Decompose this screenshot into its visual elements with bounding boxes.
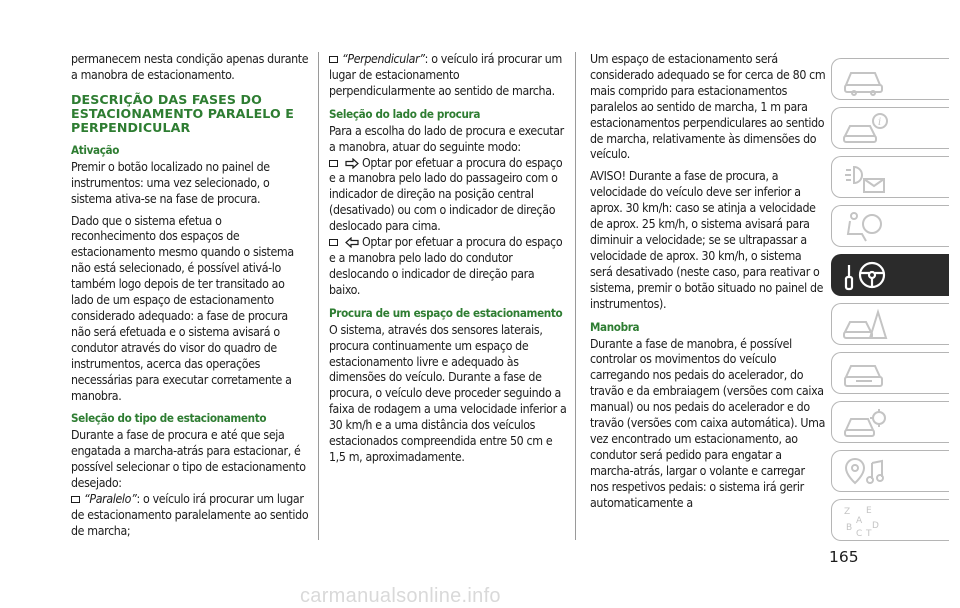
chapter-tab-multimedia[interactable]: [831, 450, 949, 492]
watermark: carmanualsonline.info: [300, 585, 501, 607]
svg-text:T: T: [866, 529, 872, 538]
paragraph: Premir o botão localizado no painel de instrumentos: uma vez selecionado, o sistema ativa-se na fase de procura.: [71, 159, 270, 206]
bullet-text: : o veículo irá procurar um lugar de estacionamento perpendicularmente ao sentido de marcha.: [329, 52, 562, 98]
svg-text:i: i: [878, 117, 882, 128]
checkbox-bullet-icon: [329, 160, 338, 167]
car-service-icon: [842, 357, 888, 391]
arrow-right-icon: [345, 158, 359, 169]
checkbox-bullet-icon: [71, 496, 80, 503]
svg-text:Z: Z: [844, 507, 851, 517]
chapter-tab-safety[interactable]: [831, 205, 949, 247]
section-title: DESCRIÇÃO DAS FASES DO ESTACIONAMENTO PARALELO E PERPENDICULAR: [71, 91, 294, 135]
bullet-text: : o veículo irá procurar um lugar de estacionamento paralelamente ao sentido de marcha;: [71, 492, 309, 538]
svg-text:A: A: [856, 516, 863, 526]
multimedia-icon: [842, 455, 888, 489]
column-2: [329, 52, 567, 472]
column-1: [71, 52, 309, 546]
paragraph: Um espaço de estacionamento será considerado adequado se for cerca de 80 cm mais comprido para estacionamentos paralelos ao sentido de marcha, 1 m para estacionamentos perpendiculares ao sentido de marcha, relativamente às dimensões do veículo.: [590, 52, 826, 162]
subheading-parking-type: Seleção do tipo de estacionamento: [71, 411, 267, 426]
alphabet-index-icon: [842, 504, 888, 538]
svg-text:C: C: [856, 529, 863, 538]
bullet-term: “Paralelo”: [84, 492, 137, 507]
paragraph: AVISO! Durante a fase de procura, a velocidade do veículo deve ser inferior a aprox. 30 km/h: caso se atinja a velocidade de aprox. 25 km/h, o sistema avisará para diminuir a velocidade; se se ultrapassar a velocidade de aprox. 30 km/h, o sistema será desativado (neste caso, para reativar o sistema, premir o botão situado no painel de instrumentos).: [590, 169, 824, 311]
bullet-text: Optar por efetuar a procura do espaço e a manobra pelo lado do passageiro com o indicador de direção na posição central (desativado) ou com o indicador de direção deslocado para cima.: [329, 155, 563, 234]
subheading-search-side: Seleção do lado de procura: [329, 106, 481, 121]
chapter-tab-starting-driving[interactable]: [831, 254, 949, 296]
chapter-tab-maintenance[interactable]: [831, 352, 949, 394]
airbag-seat-icon: [842, 210, 888, 244]
paragraph: Para a escolha do lado de procura e executar a manobra, atuar do seguinte modo:: [329, 123, 564, 154]
bullet-item: [329, 156, 567, 236]
bullet-text: Optar por efetuar a procura do espaço e a manobra pelo lado do condutor deslocando o indicador de direção para baixo.: [329, 235, 563, 297]
arrow-left-icon: [345, 237, 359, 248]
column-divider: [575, 52, 576, 540]
chapter-tab-specs[interactable]: [831, 401, 949, 443]
car-info-icon: [842, 112, 888, 146]
bullet-item: [329, 52, 567, 100]
paragraph: permanecem nesta condição apenas durante a manobra de estacionamento.: [71, 52, 309, 82]
subheading-activation: Ativação: [71, 142, 120, 157]
chapter-tab-emergency[interactable]: [831, 303, 949, 345]
car-dashboard-icon: [842, 63, 888, 97]
chapter-tab-dashboard[interactable]: [831, 58, 949, 100]
paragraph: O sistema, através dos sensores laterais, procura continuamente um espaço de estacionamento livre e adequado às dimensões do veículo. Durante a fase de procura, o veículo deve proceder seguindo a faixa de rodagem a uma velocidade inferior a 30 km/h e a uma distância dos veículos estacionados compreendida entre 50 cm e 1,5 m, aproximadamente.: [329, 322, 567, 464]
chapter-tab-lights[interactable]: [831, 156, 949, 198]
bullet-item: [71, 492, 309, 540]
hazard-triangle-icon: [842, 308, 888, 342]
svg-text:E: E: [866, 506, 872, 516]
svg-text:B: B: [846, 523, 853, 533]
key-steering-wheel-icon: [842, 259, 888, 293]
bullet-term: “Perpendicular”: [342, 52, 425, 66]
checkbox-bullet-icon: [329, 239, 338, 246]
svg-text:D: D: [872, 521, 879, 531]
car-specs-icon: [842, 406, 888, 440]
paragraph: Dado que o sistema efetua o reconhecimento dos espaços de estacionamento mesmo quando o sistema não está selecionado, é possível ativá-lo também logo depois de ter transitado ao lado de um espaço de estacionamento considerado adequado: a fase de procura não será efetuada e o sistema avisará o condutor através do visor do quadro de instrumentos, acerca das operações necessárias para executar corretamente a manobra.: [71, 213, 294, 403]
paragraph: Durante a fase de manobra, é possível controlar os movimentos do veículo carregando nos pedais do acelerador, do travão e da embraiagem (versões com caixa manual) ou nos pedais do acelerador e do travão (versões com caixa automática). Uma vez encontrado um estacionamento, ao condutor será pedido para engatar a marcha-atrás, largar o volante e carregar nos respetivos pedais: o sistema irá gerir automaticamente a: [590, 336, 826, 510]
column-divider: [318, 52, 319, 540]
subheading-space-search: Procura de um espaço de estacionamento: [329, 305, 563, 320]
chapter-tab-index[interactable]: [831, 499, 949, 541]
column-3: [590, 52, 826, 517]
checkbox-bullet-icon: [329, 56, 338, 63]
chapter-tab-info[interactable]: [831, 107, 949, 149]
page-number: 165: [829, 548, 859, 566]
paragraph: Durante a fase de procura e até que seja engatada a marcha-atrás para estacionar, é possível selecionar o tipo de estacionamento desejado:: [71, 428, 306, 491]
bullet-item: [329, 235, 567, 299]
subheading-maneuver: Manobra: [590, 319, 640, 334]
lights-message-icon: [842, 161, 888, 195]
